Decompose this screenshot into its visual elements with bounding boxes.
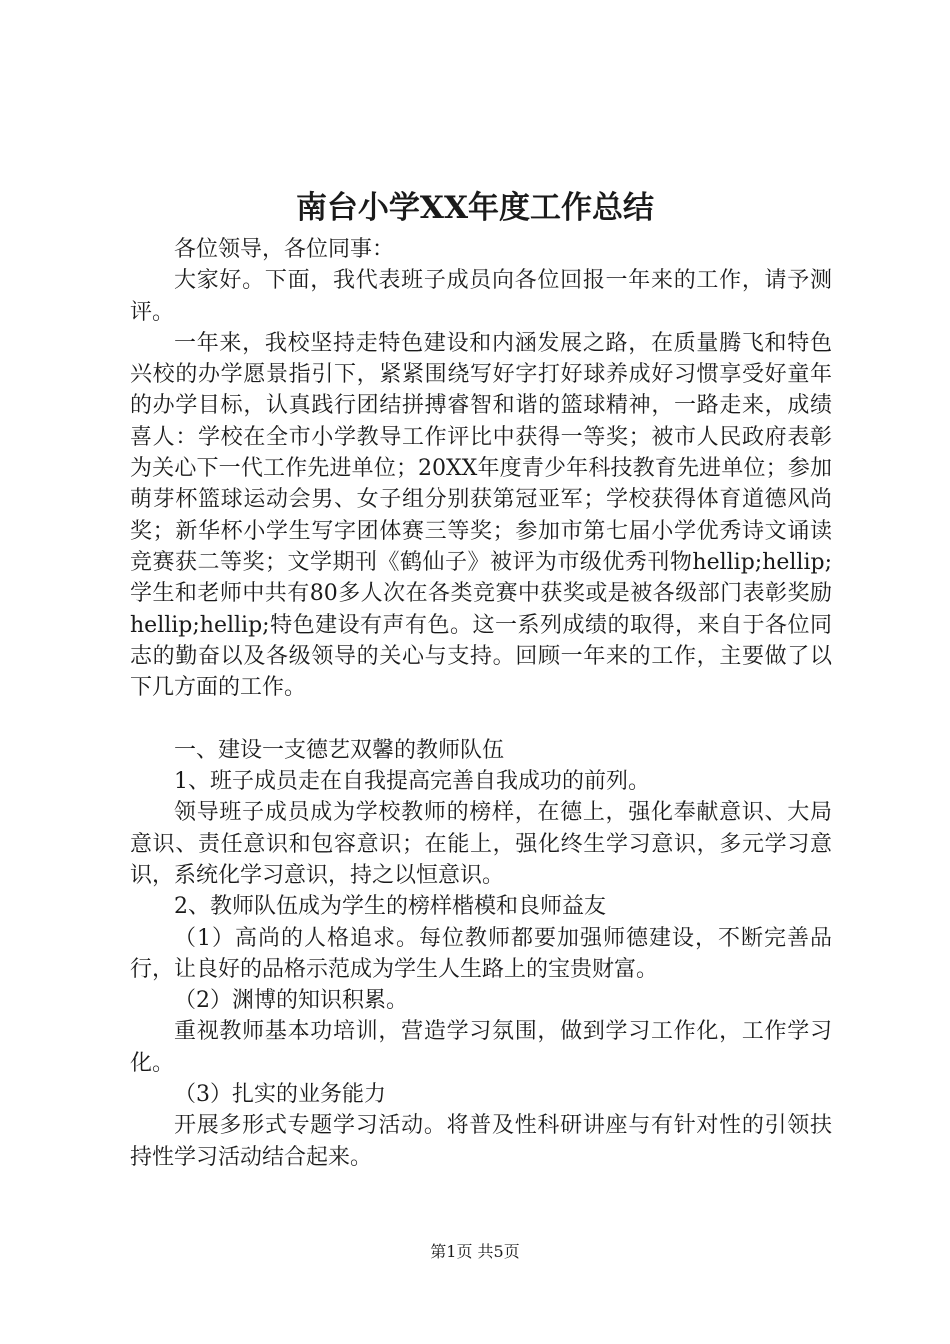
achievements-paragraph: 一年来，我校坚持走特色建设和内涵发展之路，在质量腾飞和特色兴校的办学愿景指引下，紧紧围绕写好字打好球养成好习惯享受好童年的办学目标，认真践行团结拼搏睿智和谐的篮球精神，一路走来，成绩喜人：学校在全市小学教导工作评比中获得一等奖；被市人民政府表彰为关心下一代工作先进单位；20XX年度青少年科技教育先进单位；参加萌芽杯篮球运动会男、女子组分别获第冠亚军；学校获得体育道德风尚奖；新华杯小学生写字团体赛三等奖；参加市第七届小学优秀诗文诵读竞赛获二等奖；文学期刊《鹤仙子》被评为市级优秀刊物hellip;hellip;学生和老师中共有80多人次在各类竞赛中获奖或是被各级部门表彰奖励hellip;hellip;特色建设有声有色。这一系列成绩的取得，来自于各位同志的勤奋以及各级领导的关心与支持。回顾一年来的工作，主要做了以下几方面的工作。 bbox=[130, 330, 832, 701]
item-1-paragraph: （1）高尚的人格追求。每位教师都要加强师德建设，不断完善品行，让良好的品格示范成为学生人生路上的宝贵财富。 bbox=[130, 925, 832, 982]
item-2-paragraph: 重视教师基本功培训，营造学习氛围，做到学习工作化，工作学习化。 bbox=[130, 1019, 832, 1076]
document-title: 南台小学XX年度工作总结 bbox=[295, 190, 655, 226]
intro-paragraph: 大家好。下面，我代表班子成员向各位回报一年来的工作，请予测评。 bbox=[130, 268, 832, 325]
item-3-heading: （3）扎实的业务能力 bbox=[174, 1082, 386, 1108]
document-body bbox=[130, 234, 832, 1173]
page-footer: 第1页 共5页 bbox=[430, 1242, 520, 1261]
greeting-paragraph: 各位领导，各位同事： bbox=[174, 237, 395, 262]
item-3-paragraph: 开展多形式专题学习活动。将普及性科研讲座与有针对性的引领扶持性学习活动结合起来。 bbox=[130, 1113, 832, 1170]
subsection-heading-2: 2、教师队伍成为学生的榜样楷模和良师益友 bbox=[174, 894, 606, 920]
section-heading-1: 一、建设一支德艺双馨的教师队伍 bbox=[174, 737, 505, 763]
leadership-paragraph: 领导班子成员成为学校教师的榜样，在德上，强化奉献意识、大局意识、责任意识和包容意识；在能上，强化终生学习意识，多元学习意识，系统化学习意识，持之以恒意识。 bbox=[130, 800, 832, 888]
subsection-heading-1: 1、班子成员走在自我提高完善自我成功的前列。 bbox=[174, 769, 650, 795]
item-2-heading: （2）渊博的知识积累。 bbox=[174, 988, 408, 1014]
